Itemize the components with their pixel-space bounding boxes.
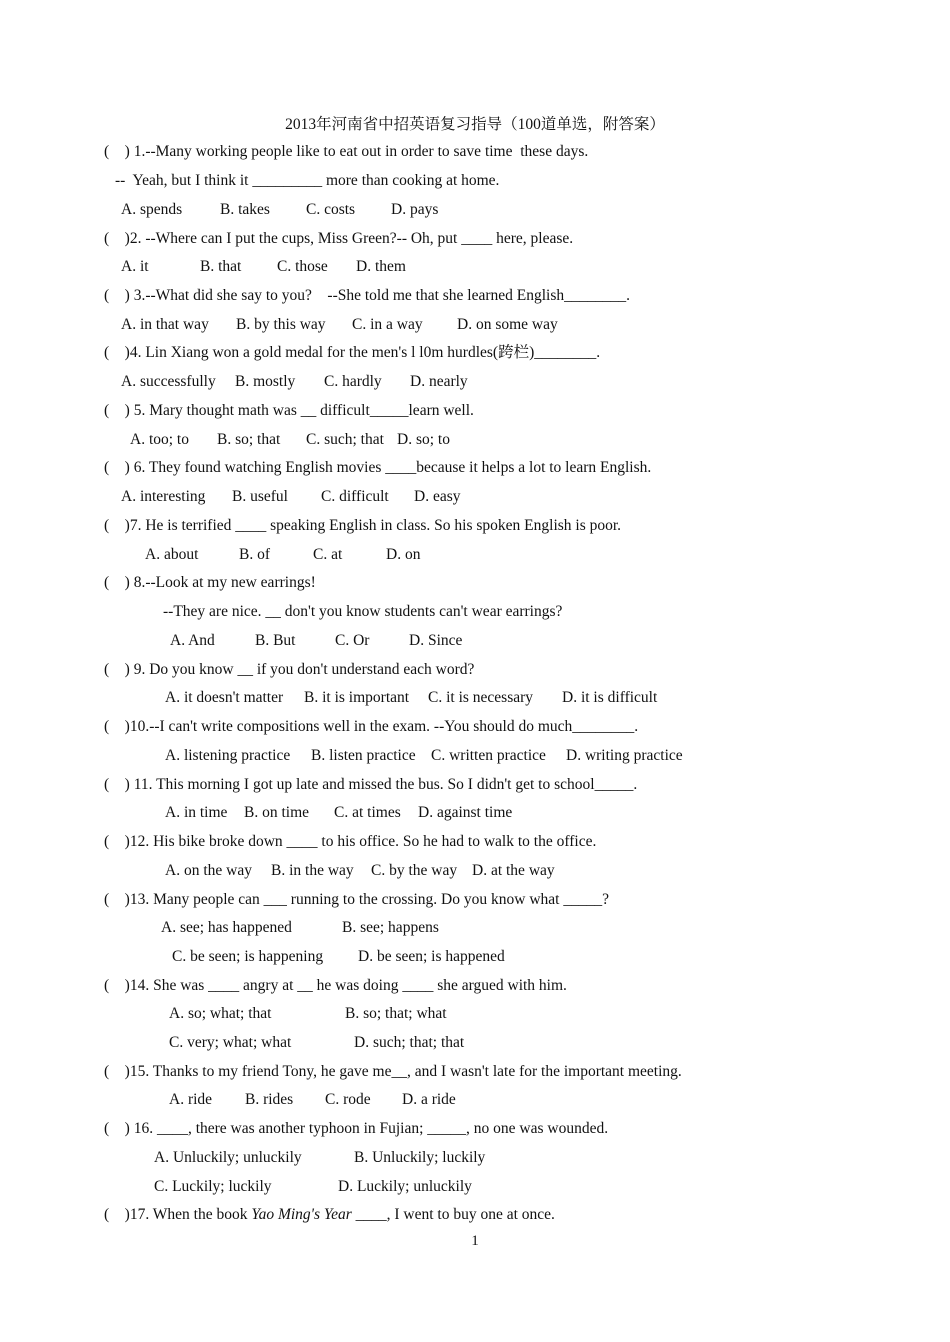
question-4: ( )4. Lin Xiang won a gold medal for the men's l l0m hurdles(跨栏)________. [104,344,601,361]
option-d: D. Luckily; unluckily [338,1178,472,1195]
option-c: C. rode [325,1091,371,1108]
option-d: D. so; to [397,431,450,448]
option-a: A. on the way [165,862,252,879]
option-a: A. in that way [121,316,209,333]
option-a: A. successfully [121,373,216,390]
option-c: C. at times [334,804,401,821]
option-a: A. it [121,258,149,275]
question-12: ( )12. His bike broke down ____ to his office. So he had to walk to the office. [104,833,597,850]
option-b: B. mostly [235,373,296,390]
option-b: B. rides [245,1091,294,1108]
option-c: C. costs [306,201,356,218]
option-b: B. that [200,258,242,275]
option-a: A. in time [165,804,228,821]
option-d: D. them [356,258,406,275]
page-number: 1 [471,1233,479,1249]
option-d: D. on [386,546,421,563]
question-1: ( ) 1.--Many working people like to eat out in order to save time these days. [104,143,589,160]
option-c: C. those [277,258,328,275]
option-a: A. ride [169,1091,213,1108]
option-a: A. too; to [130,431,189,448]
option-a: A. so; what; that [169,1005,272,1022]
option-d: D. nearly [410,373,468,390]
option-d: D. a ride [402,1091,456,1108]
question-17-prefix: ( )17. When the book [104,1206,252,1223]
option-c: C. written practice [431,747,546,764]
option-c: C. Or [335,632,370,649]
question-10: ( )10.--I can't write compositions well in the exam. --You should do much________. [104,718,639,735]
option-c: C. difficult [321,488,389,505]
question-1-response: -- Yeah, but I think it _________ more than cooking at home. [115,172,500,189]
option-a: A. Unluckily; unluckily [154,1149,302,1166]
option-b: B. on time [244,804,310,821]
option-b: B. it is important [304,689,410,706]
option-a: A. And [170,632,215,649]
option-b: B. in the way [271,862,354,879]
question-17-suffix: ____, I went to buy one at once. [351,1206,555,1223]
option-a: A. about [145,546,199,563]
option-c: C. Luckily; luckily [154,1178,272,1195]
book-title: Yao Ming's Year [251,1206,352,1223]
option-b: B. useful [232,488,288,505]
option-d: D. at the way [472,862,555,879]
question-6: ( ) 6. They found watching English movies ____because it helps a lot to learn English. [104,459,652,476]
option-b: B. see; happens [342,919,439,936]
page-title: 2013年河南省中招英语复习指导（100道单选，附答案） [285,116,665,133]
question-17 [104,1205,555,1225]
question-8: ( ) 8.--Look at my new earrings! [104,574,316,591]
option-c: C. hardly [324,373,382,390]
option-d: D. writing practice [566,747,683,764]
option-c: C. it is necessary [428,689,534,706]
question-11: ( ) 11. This morning I got up late and missed the bus. So I didn't get to school_____. [104,776,638,793]
question-14: ( )14. She was ____ angry at __ he was doing ____ she argued with him. [104,977,567,994]
option-a: A. listening practice [165,747,291,764]
question-7: ( )7. He is terrified ____ speaking English in class. So his spoken English is poor. [104,517,622,534]
question-3: ( ) 3.--What did she say to you? --She told me that she learned English________. [104,287,631,304]
question-5: ( ) 5. Mary thought math was __ difficult_____learn well. [104,402,474,419]
option-a: A. it doesn't matter [165,689,284,706]
option-b: B. so; that [217,431,281,448]
option-c: C. such; that [306,431,384,448]
option-d: D. against time [418,804,513,821]
option-c: C. by the way [371,862,458,879]
option-d: D. pays [391,201,439,218]
option-d: D. on some way [457,316,558,333]
option-d: D. be seen; is happened [358,948,505,965]
question-9: ( ) 9. Do you know __ if you don't understand each word? [104,661,475,678]
option-a: A. spends [121,201,183,218]
option-a: A. see; has happened [161,919,292,936]
option-d: D. such; that; that [354,1034,465,1051]
option-b: B. takes [220,201,270,218]
option-c: C. very; what; what [169,1034,292,1051]
option-c: C. in a way [352,316,423,333]
option-b: B. so; that; what [345,1005,447,1022]
question-15: ( )15. Thanks to my friend Tony, he gave me__, and I wasn't late for the important meeting. [104,1063,682,1080]
option-c: C. be seen; is happening [172,948,324,965]
question-8-response: --They are nice. __ don't you know students can't wear earrings? [163,603,563,620]
option-b: B. by this way [236,316,326,333]
option-b: B. But [255,632,296,649]
question-2: ( )2. --Where can I put the cups, Miss Green?-- Oh, put ____ here, please. [104,230,574,247]
option-c: C. at [313,546,343,563]
option-b: B. of [239,546,270,563]
option-d: D. Since [409,632,463,649]
question-16: ( ) 16. ____, there was another typhoon in Fujian; _____, no one was wounded. [104,1120,609,1137]
question-13: ( )13. Many people can ___ running to the crossing. Do you know what _____? [104,891,609,908]
option-d: D. easy [414,488,461,505]
option-a: A. interesting [121,488,206,505]
option-b: B. Unluckily; luckily [354,1149,486,1166]
option-d: D. it is difficult [562,689,658,706]
option-b: B. listen practice [311,747,416,764]
